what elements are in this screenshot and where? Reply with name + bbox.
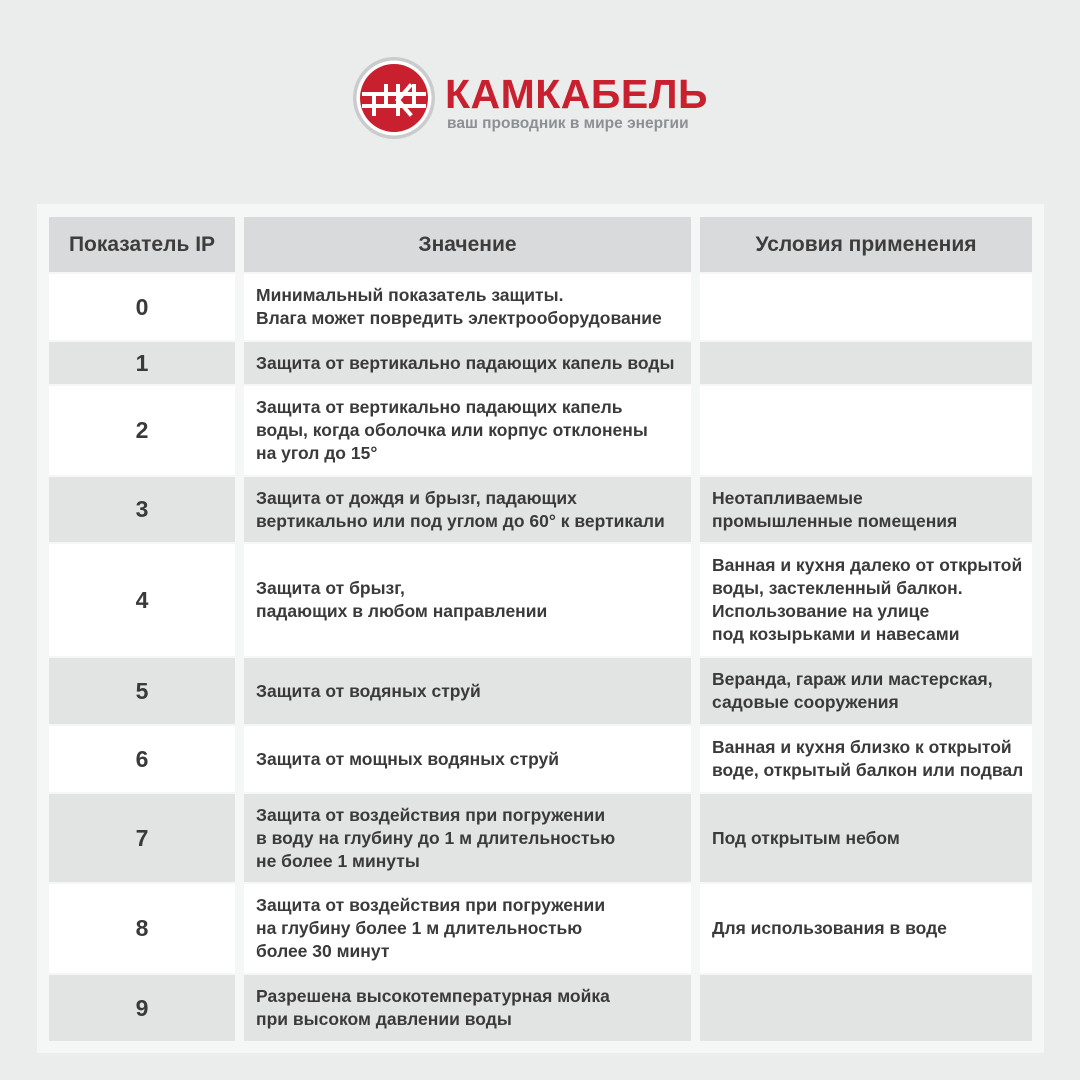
table-row-meaning: Защита от воздействия при погружении в воду на глубину до 1 м длительностью не более 1 минуты (244, 794, 691, 882)
table-row-meaning: Защита от водяных струй (244, 658, 691, 724)
brand-logo (352, 56, 752, 140)
table-row-ip: 4 (49, 544, 235, 656)
table-row-meaning: Защита от мощных водяных струй (244, 726, 691, 792)
table-row-conditions (700, 975, 1032, 1041)
header-ip: Показатель IP (49, 217, 235, 272)
table-row-meaning: Защита от дождя и брызг, падающих вертикально или под углом до 60° к вертикали (244, 477, 691, 542)
table-row-conditions: Для использования в воде (700, 884, 1032, 973)
header-conditions: Условия применения (700, 217, 1032, 272)
table-row-conditions (700, 342, 1032, 384)
table-row-conditions (700, 274, 1032, 340)
table-row-conditions (700, 386, 1032, 475)
table-row-ip: 8 (49, 884, 235, 973)
header-meaning: Значение (244, 217, 691, 272)
table-row-ip: 9 (49, 975, 235, 1041)
table-row-conditions: Неотапливаемые промышленные помещения (700, 477, 1032, 542)
table-row-meaning: Минимальный показатель защиты. Влага может повредить электрооборудование (244, 274, 691, 340)
brand-name: КАМКАБЕЛЬ (445, 71, 708, 117)
table-row-meaning: Разрешена высокотемпературная мойка при высоком давлении воды (244, 975, 691, 1041)
table-row-ip: 5 (49, 658, 235, 724)
table-row-meaning: Защита от вертикально падающих капель воды (244, 342, 691, 384)
table-row-meaning: Защита от вертикально падающих капель воды, когда оболочка или корпус отклонены на угол до 15° (244, 386, 691, 475)
table-row-ip: 2 (49, 386, 235, 475)
table-row-conditions: Ванная и кухня далеко от открытой воды, застекленный балкон. Использование на улице под козырьками и навесами (700, 544, 1032, 656)
table-row-ip: 6 (49, 726, 235, 792)
table-row-ip: 1 (49, 342, 235, 384)
table-row-ip: 0 (49, 274, 235, 340)
table-row-ip: 3 (49, 477, 235, 542)
table-row-conditions: Под открытым небом (700, 794, 1032, 882)
table-row-conditions: Веранда, гараж или мастерская, садовые сооружения (700, 658, 1032, 724)
table-row-meaning: Защита от воздействия при погружении на глубину более 1 м длительностью более 30 минут (244, 884, 691, 973)
table-row-meaning: Защита от брызг, падающих в любом направлении (244, 544, 691, 656)
kamkabel-emblem-icon (352, 56, 436, 140)
brand-tagline: ваш проводник в мире энергии (447, 115, 689, 132)
table-row-ip: 7 (49, 794, 235, 882)
table-row-conditions: Ванная и кухня близко к открытой воде, открытый балкон или подвал (700, 726, 1032, 792)
ip-rating-table (49, 217, 1032, 1041)
